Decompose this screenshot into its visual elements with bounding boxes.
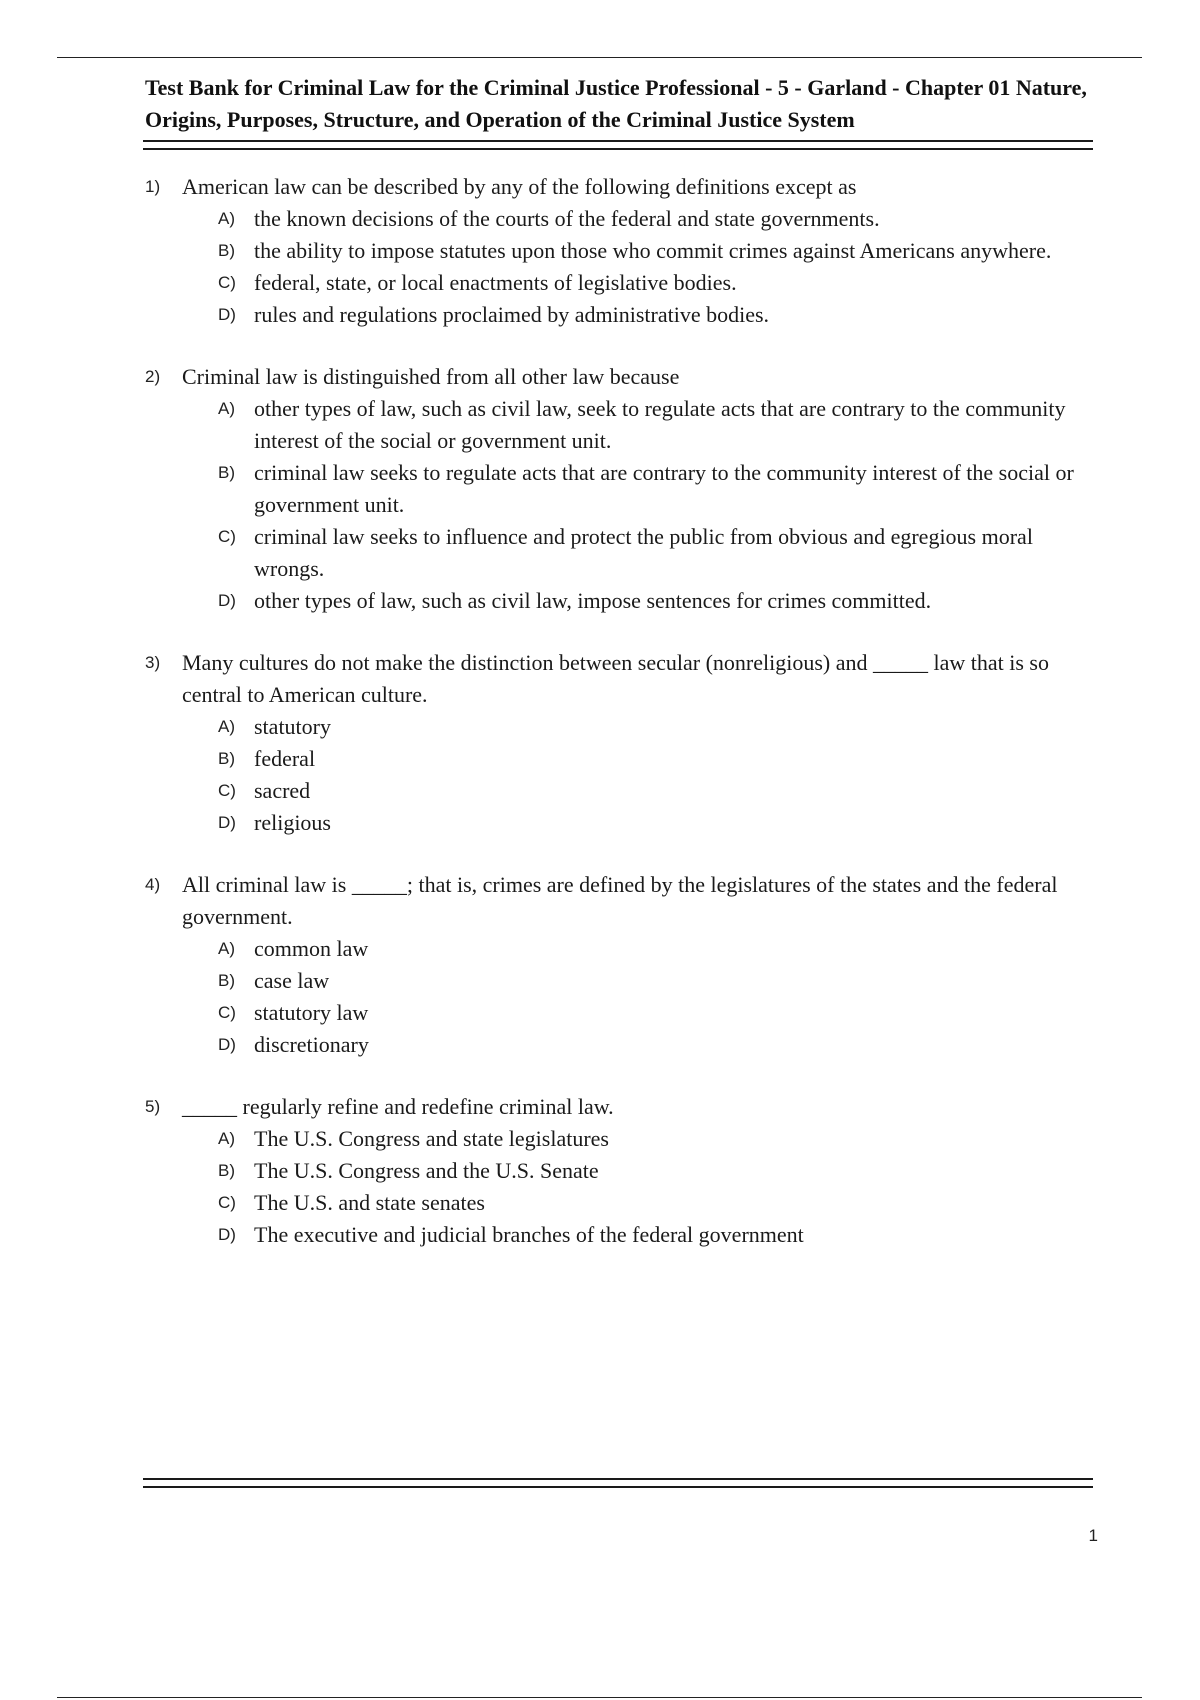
option-letter: C) <box>218 527 236 546</box>
question-list <box>145 171 1095 1281</box>
question-number: 3) <box>145 653 161 672</box>
answer-options <box>145 933 1095 1061</box>
option-text: The U.S. and state senates <box>254 1190 485 1215</box>
option-text: other types of law, such as civil law, impose sentences for crimes committed. <box>254 588 932 613</box>
question-2 <box>145 361 1095 617</box>
option-text: religious <box>254 810 331 835</box>
option-text: The executive and judicial branches of the federal government <box>254 1222 804 1247</box>
option-letter: A) <box>218 1129 235 1148</box>
option-text: discretionary <box>254 1032 369 1057</box>
option-letter: A) <box>218 939 235 958</box>
answer-options <box>145 203 1095 331</box>
option-text: federal, state, or local enactments of legislative bodies. <box>254 270 737 295</box>
option-text: federal <box>254 746 316 771</box>
answer-option-b <box>145 235 1095 267</box>
option-letter: C) <box>218 1193 236 1212</box>
option-text: criminal law seeks to regulate acts that are contrary to the community interest of the social or government unit. <box>254 460 1074 517</box>
option-letter: B) <box>218 1161 235 1180</box>
option-text: The U.S. Congress and the U.S. Senate <box>254 1158 599 1183</box>
option-letter: B) <box>218 241 235 260</box>
answer-option-c <box>145 521 1095 585</box>
answer-option-a <box>145 393 1095 457</box>
question-text: Many cultures do not make the distinction between secular (nonreligious) and _____ law that is so central to American culture. <box>182 650 1049 707</box>
page-bottom-border <box>57 1697 1142 1698</box>
question-number: 5) <box>145 1097 161 1116</box>
answer-option-b <box>145 743 1095 775</box>
option-letter: B) <box>218 749 235 768</box>
option-text: the ability to impose statutes upon those who commit crimes against Americans anywhere. <box>254 238 1052 263</box>
question-1 <box>145 171 1095 331</box>
question-text: _____ regularly refine and redefine criminal law. <box>182 1094 614 1119</box>
option-letter: D) <box>218 1035 236 1054</box>
answer-option-c <box>145 267 1095 299</box>
answer-option-b <box>145 965 1095 997</box>
question-number: 1) <box>145 177 161 196</box>
option-text: sacred <box>254 778 311 803</box>
option-letter: A) <box>218 399 235 418</box>
answer-option-d <box>145 299 1095 331</box>
option-letter: D) <box>218 591 236 610</box>
option-letter: D) <box>218 305 236 324</box>
question-text: All criminal law is _____; that is, crimes are defined by the legislatures of the states and the federal government. <box>182 872 1058 929</box>
answer-option-a <box>145 933 1095 965</box>
answer-options <box>145 711 1095 839</box>
question-4 <box>145 869 1095 1061</box>
answer-option-d <box>145 585 1095 617</box>
option-text: criminal law seeks to influence and protect the public from obvious and egregious moral wrongs. <box>254 524 1033 581</box>
answer-option-b <box>145 1155 1095 1187</box>
footer-double-rule <box>143 1478 1093 1488</box>
answer-option-a <box>145 203 1095 235</box>
option-letter: B) <box>218 971 235 990</box>
answer-option-b <box>145 457 1095 521</box>
answer-option-d <box>145 1219 1095 1251</box>
question-text: American law can be described by any of the following definitions except as <box>182 174 857 199</box>
question-text: Criminal law is distinguished from all other law because <box>182 364 680 389</box>
option-text: case law <box>254 968 330 993</box>
document-title: Test Bank for Criminal Law for the Criminal Justice Professional - 5 - Garland - Chapter 01 Nature, Origins, Purposes, Structure, and Operation of the Criminal Justice System <box>145 75 1087 132</box>
answer-options <box>145 1123 1095 1251</box>
answer-option-c <box>145 775 1095 807</box>
option-text: common law <box>254 936 369 961</box>
question-3 <box>145 647 1095 839</box>
option-text: statutory <box>254 714 331 739</box>
answer-option-c <box>145 1187 1095 1219</box>
option-text: The U.S. Congress and state legislatures <box>254 1126 609 1151</box>
page-number: 1 <box>1088 1526 1098 1545</box>
option-text: statutory law <box>254 1000 369 1025</box>
answer-option-d <box>145 1029 1095 1061</box>
question-number: 2) <box>145 367 161 386</box>
option-text: the known decisions of the courts of the federal and state governments. <box>254 206 880 231</box>
option-text: other types of law, such as civil law, seek to regulate acts that are contrary to the community interest of the social or government unit. <box>254 396 1066 453</box>
page-top-border <box>57 57 1142 58</box>
question-number: 4) <box>145 875 161 894</box>
option-letter: A) <box>218 209 235 228</box>
option-letter: B) <box>218 463 235 482</box>
answer-option-d <box>145 807 1095 839</box>
answer-option-a <box>145 1123 1095 1155</box>
option-letter: D) <box>218 813 236 832</box>
option-letter: C) <box>218 1003 236 1022</box>
answer-option-a <box>145 711 1095 743</box>
answer-options <box>145 393 1095 617</box>
option-text: rules and regulations proclaimed by administrative bodies. <box>254 302 770 327</box>
option-letter: C) <box>218 273 236 292</box>
option-letter: C) <box>218 781 236 800</box>
question-5 <box>145 1091 1095 1251</box>
option-letter: D) <box>218 1225 236 1244</box>
option-letter: A) <box>218 717 235 736</box>
header-double-rule <box>143 140 1093 150</box>
answer-option-c <box>145 997 1095 1029</box>
